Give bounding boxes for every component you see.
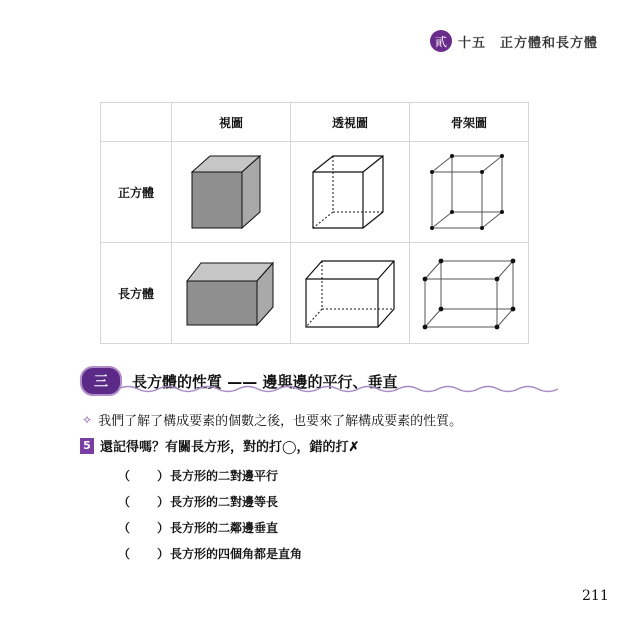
section-title: 長方體的性質 —— 邊與邊的平行、垂直 [132,372,398,391]
cuboid-perspective-figure [291,243,410,344]
intro-text: 我們了解了構成要素的個數之後，也要來了解構成要素的性質。 [98,414,463,429]
item-text: 長方形的二對邊等長 [170,494,279,509]
question-5 [80,436,359,455]
views-table [100,102,529,344]
cube-skeleton-figure [410,142,529,243]
question-number: 5 [80,438,94,454]
row-header-cube: 正方體 [101,142,172,243]
answer-blank[interactable]: （ ） [118,494,171,509]
answer-blank[interactable]: （ ） [118,546,171,561]
section-badge: 三 [80,366,122,396]
list-item [118,514,302,540]
column-header-perspective: 透視圖 [291,103,410,142]
question-items [118,462,302,566]
item-text: 長方形的二鄰邊垂直 [170,520,279,535]
question-text: 還記得嗎？有關長方形，對的打◯，錯的打✗ [100,440,360,455]
column-header-skeleton: 骨架圖 [410,103,529,142]
list-item [118,488,302,514]
intro-line [82,410,462,429]
cube-perspective-figure [291,142,410,243]
list-item [118,540,302,566]
cuboid-skeleton-figure [410,243,529,344]
chapter-header [430,30,598,52]
cube-view-figure [172,142,291,243]
column-header-view: 視圖 [172,103,291,142]
row-header-cuboid: 長方體 [101,243,172,344]
decorative-wave-line [118,384,558,394]
page-number: 211 [582,588,609,604]
chapter-badge: 貳 [430,30,452,52]
table-corner [101,103,172,142]
cuboid-view-figure [172,243,291,344]
item-text: 長方形的二對邊平行 [170,468,279,483]
diamond-icon: ✧ [82,412,93,427]
answer-blank[interactable]: （ ） [118,468,171,483]
answer-blank[interactable]: （ ） [118,520,171,535]
item-text: 長方形的四個角都是直角 [170,546,303,561]
list-item [118,462,302,488]
chapter-title: 十五 正方體和長方體 [458,35,599,51]
